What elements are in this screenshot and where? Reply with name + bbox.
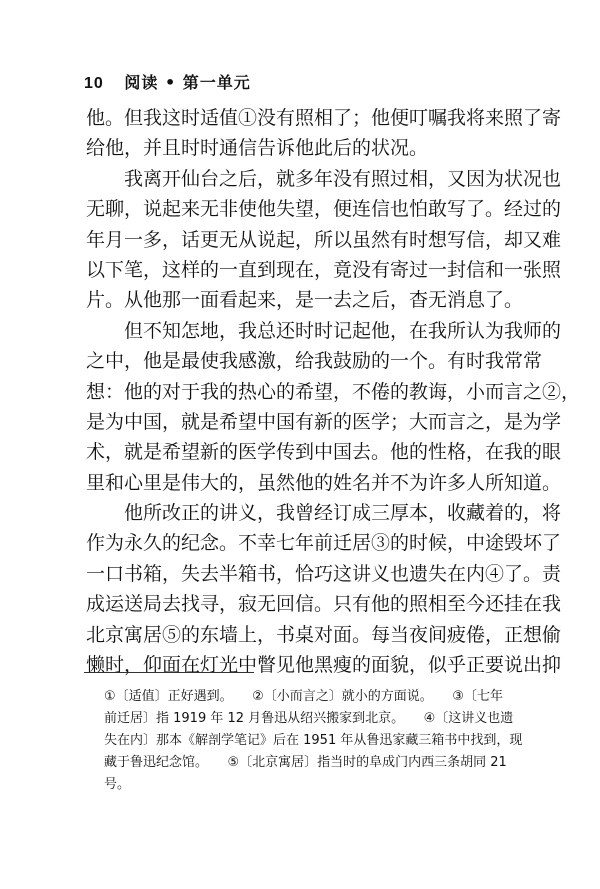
running-header — [84, 70, 251, 93]
footnote-line: ①〔适值〕正好遇到。 ②〔小而言之〕就小的方面说。 ③〔七年 — [104, 689, 503, 704]
text-line: 无聊，说起来无非使他失望，便连信也怕敢写了。经过的 — [86, 198, 562, 221]
text-line: 片。从他那一面看起来，是一去之后，杳无消息了。 — [86, 289, 524, 312]
main-text — [86, 103, 581, 680]
text-line: 是为中国，就是希望中国有新的医学；大而言之，是为学 — [86, 410, 562, 433]
text-line: 懒时，仰面在灯光中瞥见他黑瘦的面貌，似乎正要说出抑 — [86, 654, 562, 677]
footnote-line: 藏于鲁迅纪念馆。 ⑤〔北京寓居〕指当时的阜成门内西三条胡同 21 — [104, 755, 507, 770]
footnote-line: 号。 — [104, 777, 131, 792]
text-line: 我离开仙台之后，就多年没有照过相，又因为状况也 — [124, 167, 562, 190]
text-line: 成运送局去找寻，寂无回信。只有他的照相至今还挂在我 — [86, 593, 562, 616]
text-line: 北京寓居⑤的东墙上，书桌对面。每当夜间疲倦，正想偷 — [86, 623, 562, 646]
text-line: 给他，并且时时通信告诉他此后的状况。 — [86, 137, 429, 160]
text-line: 他。但我这时适值①没有照相了；他便叮嘱我将来照了寄 — [86, 107, 562, 129]
text-line: 作为永久的纪念。不幸七年前迁居③的时候，中途毁坏了 — [86, 532, 562, 555]
text-line: 里和心里是伟大的，虽然他的姓名并不为许多人所知道。 — [86, 471, 562, 494]
text-line: 一口书箱，失去半箱书，恰巧这讲义也遗失在内④了。责 — [86, 562, 562, 585]
footnotes — [104, 686, 524, 796]
text-line: 他所改正的讲义，我曾经订成三厚本，收藏着的，将 — [124, 502, 562, 525]
section-title: 阅读 • 第一单元 — [124, 73, 251, 92]
text-line: 以下笔，这样的一直到现在，竟没有寄过一封信和一张照 — [86, 258, 562, 281]
text-line: 之中，他是最使我感激，给我鼓励的一个。有时我常常 — [86, 350, 543, 373]
text-line: 但不知怎地，我总还时时记起他，在我所认为我师的 — [124, 319, 562, 342]
footnote-divider — [84, 672, 254, 673]
page-number: 10 — [84, 75, 104, 92]
footnote-line: 失在内〕那本《解剖学笔记》后在 1951 年从鲁迅家藏三箱书中找到，现 — [104, 733, 523, 748]
text-line: 想：他的对于我的热心的希望，不倦的教诲，小而言之②， — [86, 380, 581, 403]
text-line: 术，就是希望新的医学传到中国去。他的性格，在我的眼 — [86, 441, 562, 464]
text-line: 年月一多，话更无从说起，所以虽然有时想写信，却又难 — [86, 228, 562, 251]
footnote-line: 前迁居〕指 1919 年 12 月鲁迅从绍兴搬家到北京。 ④〔这讲义也遗 — [104, 711, 514, 726]
